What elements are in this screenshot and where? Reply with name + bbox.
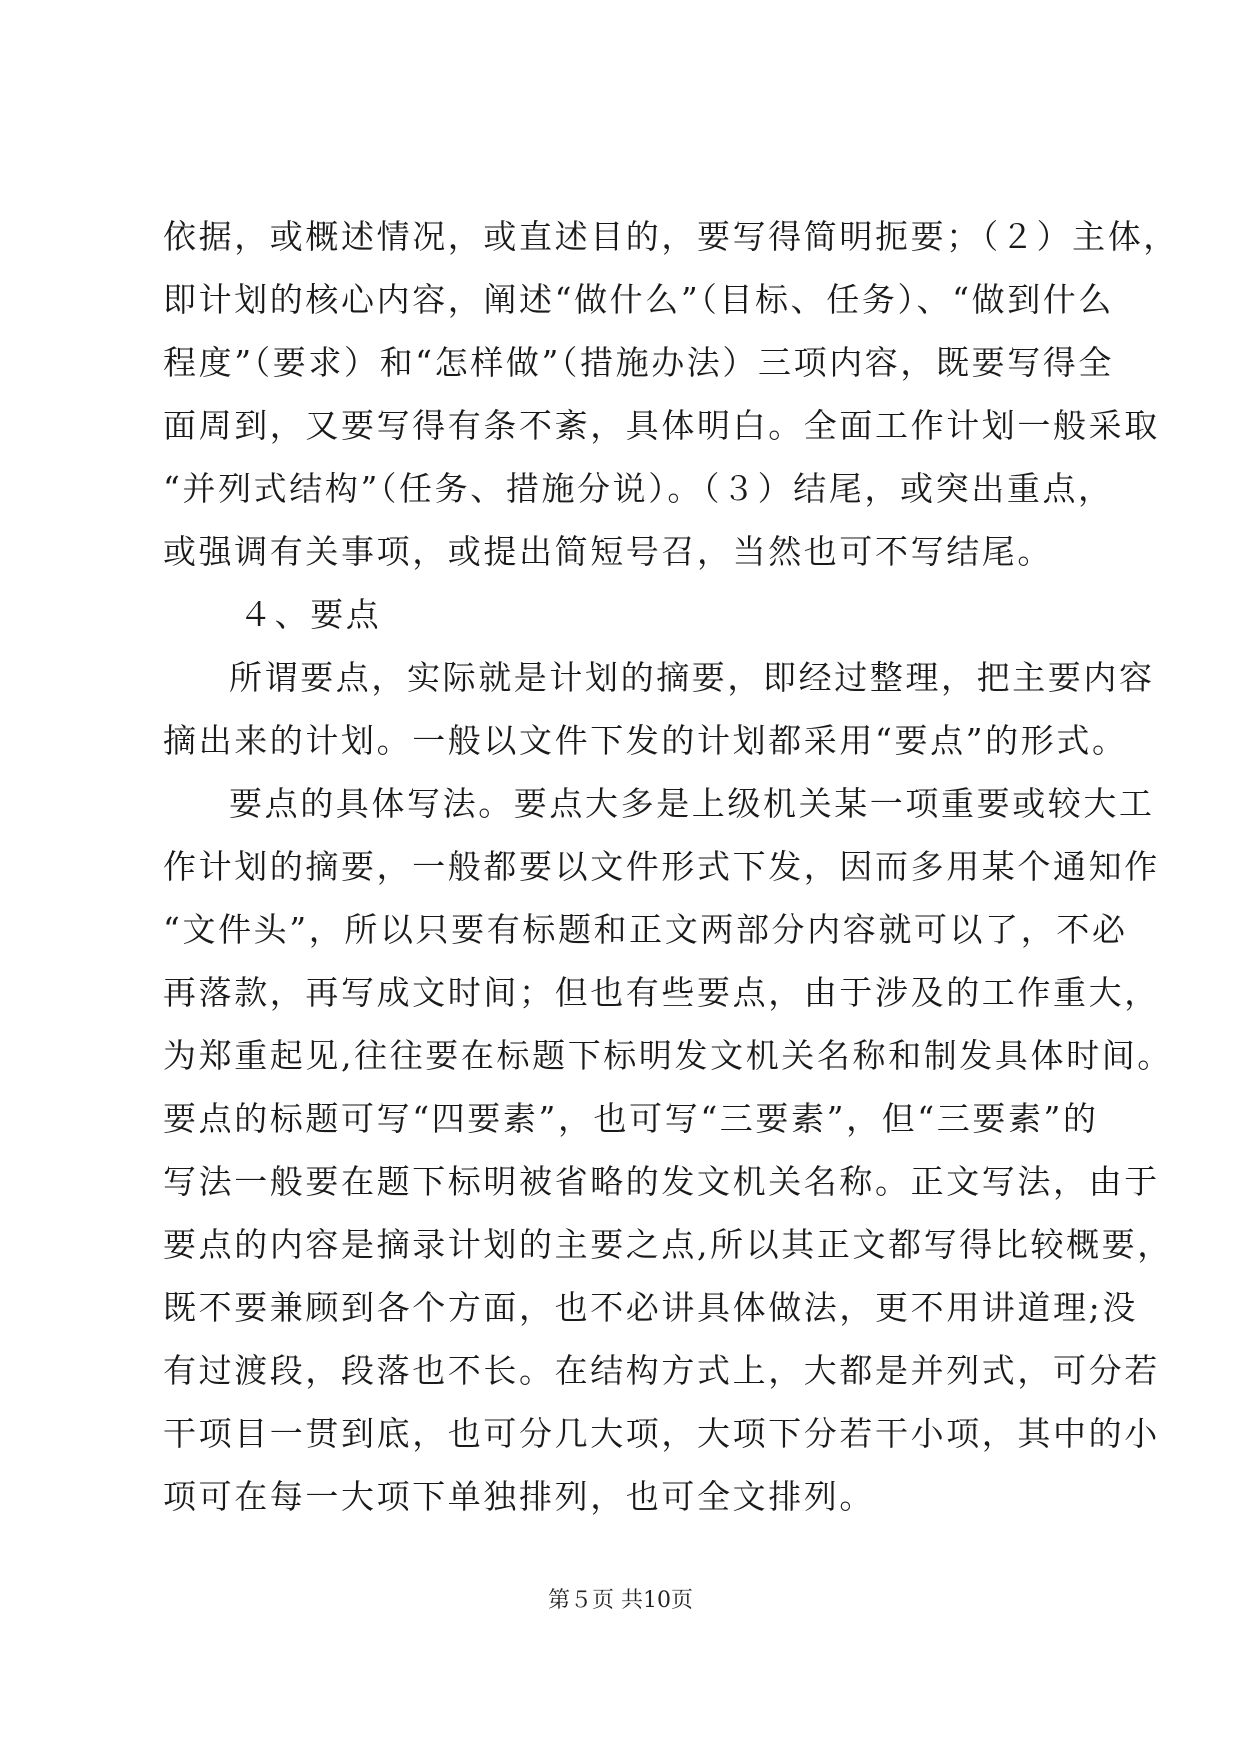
text-line: 面周到，又要写得有条不紊，具体明白。全面工作计划一般采取	[163, 406, 1160, 445]
text-line: 即计划的核心内容，阐述“做什么”（目标、任务）、“做到什么	[163, 280, 1115, 319]
text-line: 再落款，再写成文时间；但也有些要点，由于涉及的工作重大，	[163, 973, 1160, 1012]
page-number-footer: 第５页 共10页	[548, 1588, 693, 1613]
text-line: 为郑重起见,往往要在标题下标明发文机关名称和制发具体时间。	[163, 1036, 1173, 1075]
text-line: 项可在每一大项下单独排列，也可全文排列。	[163, 1477, 875, 1516]
text-line: 有过渡段，段落也不长。在结构方式上，大都是并列式，可分若	[163, 1351, 1160, 1390]
text-line: 或强调有关事项，或提出简短号召，当然也可不写结尾。	[163, 532, 1053, 571]
text-line: 摘出来的计划。一般以文件下发的计划都采用“要点”的形式。	[163, 721, 1128, 760]
text-line: 要点的内容是摘录计划的主要之点,所以其正文都写得比较概要，	[163, 1225, 1173, 1264]
text-line: “文件头”，所以只要有标题和正文两部分内容就可以了，不必	[163, 910, 1128, 949]
text-line: 依据，或概述情况，或直述目的，要写得简明扼要；（２）主体，	[163, 217, 1179, 256]
paragraph-first-line: 所谓要点，实际就是计划的摘要，即经过整理，把主要内容	[229, 658, 1155, 697]
text-line: 作计划的摘要，一般都要以文件形式下发，因而多用某个通知作	[163, 847, 1160, 886]
paragraph-first-line: 要点的具体写法。要点大多是上级机关某一项重要或较大工	[229, 784, 1155, 823]
text-line: 程度”（要求）和“怎样做”（措施办法）三项内容，既要写得全	[163, 343, 1115, 382]
text-line: 要点的标题可写“四要素”，也可写“三要素”，但“三要素”的	[163, 1099, 1099, 1138]
body-text	[163, 205, 1179, 1528]
text-line: 既不要兼顾到各个方面，也不必讲具体做法，更不用讲道理;没	[163, 1288, 1138, 1327]
text-line: “并列式结构”（任务、措施分说）。（３）结尾，或突出重点，	[163, 469, 1114, 508]
section-heading: ４、要点	[239, 595, 382, 634]
text-line: 写法一般要在题下标明被省略的发文机关名称。正文写法，由于	[163, 1162, 1160, 1201]
text-line: 干项目一贯到底，也可分几大项，大项下分若干小项，其中的小	[163, 1414, 1160, 1453]
